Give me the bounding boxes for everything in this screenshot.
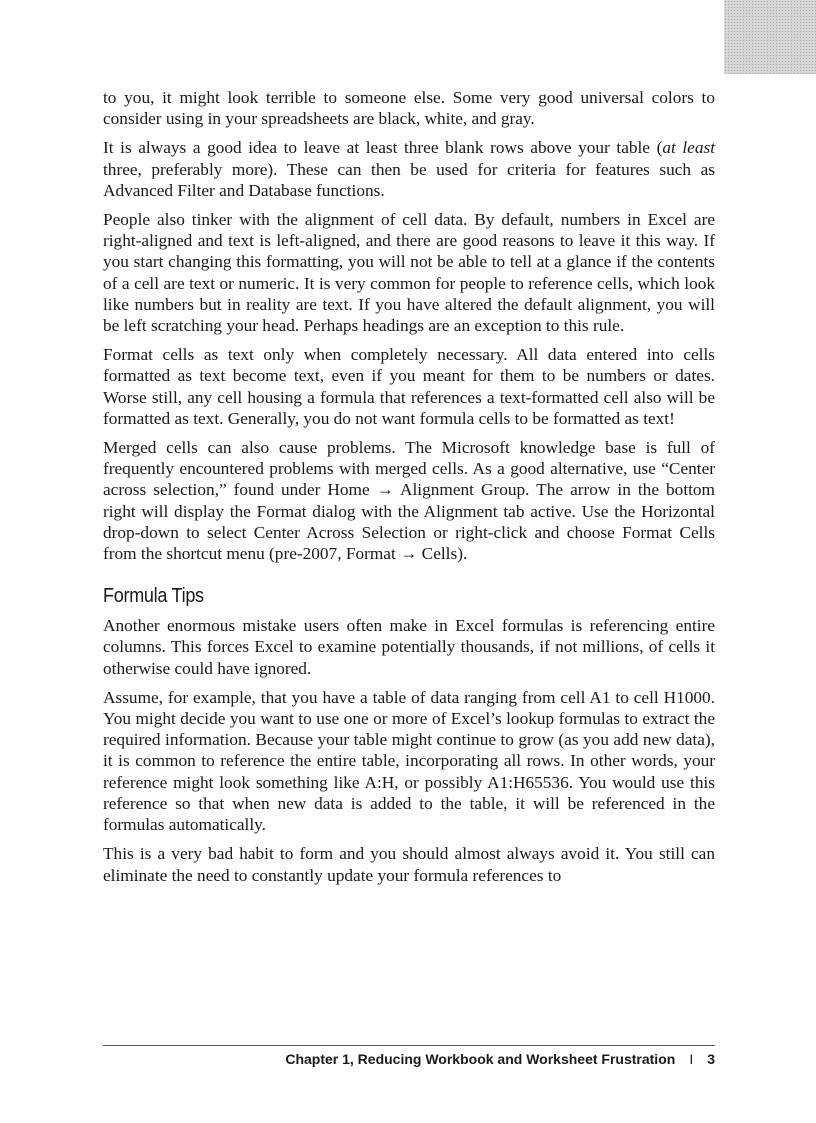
chapter-thumb-tab bbox=[724, 0, 816, 74]
paragraph-colors: to you, it might look terrible to someone else. Some very good universal colors to consider using in your spreadsheets are black, white, and gray. bbox=[103, 88, 715, 129]
section-heading: Formula Tips bbox=[103, 585, 204, 608]
paragraph-blank-rows bbox=[103, 137, 715, 201]
page-body bbox=[103, 87, 715, 894]
emphasis-at-least: at least bbox=[662, 138, 715, 158]
paragraph-table-reference: Assume, for example, that you have a table of data ranging from cell A1 to cell H1000. You might decide you want to use one or more of Excel’s lookup formulas to extract the required information. Because your table might continue to grow (as you add new data), it is common to reference the entire table, incorporating all rows. In other words, your reference might look something like A:H, or possibly A1:H65536. You would use this reference so that when new data is added to the table, it will be referenced in the formulas automatically. bbox=[103, 687, 715, 835]
paragraph-merged-cells: Merged cells can also cause problems. The Microsoft knowledge base is full of frequently encountered problems with merged cells. As a good alternative, use “Center across selection,” found under Home → Alignment Group. The arrow in the bottom right will display the Format dialog with the Alignment tab active. Use the Horizontal drop-down to select Center Across Selection or right-click and choose Format Cells from the shortcut menu (pre-2007, Format → Cells). bbox=[103, 438, 715, 564]
page-footer bbox=[285, 1050, 715, 1068]
footer-chapter-title: Chapter 1, Reducing Workbook and Worksheet Frustration bbox=[285, 1051, 676, 1067]
footer-rule bbox=[103, 1045, 715, 1046]
paragraph-alignment: People also tinker with the alignment of cell data. By default, numbers in Excel are right-aligned and text is left-aligned, and there are good reasons to leave it this way. If you start changing this formatting, you will not be able to tell at a glance if the contents of a cell are text or numeric. It is very common for people to reference cells, which look like numbers but in reality are text. If you have altered the default alignment, you will be left scratching your head. Perhaps headings are an exception to this rule. bbox=[103, 210, 715, 336]
paragraph-blank-rows-end: three, preferably more). These can then be used for criteria for features such as Advanced Filter and Database functions. bbox=[103, 159, 715, 200]
paragraph-blank-rows-start: It is always a good idea to leave at least three blank rows above your table ( bbox=[103, 138, 663, 158]
footer-separator: I bbox=[689, 1051, 694, 1067]
page-number: 3 bbox=[707, 1051, 715, 1067]
paragraph-entire-columns: Another enormous mistake users often make in Excel formulas is referencing entire columns. This forces Excel to examine potentially thousands, if not millions, of cells it otherwise could have ignored. bbox=[103, 616, 715, 678]
paragraph-bad-habit: This is a very bad habit to form and you should almost always avoid it. You still can eliminate the need to constantly update your formula references to bbox=[103, 844, 715, 885]
paragraph-format-text: Format cells as text only when completely necessary. All data entered into cells formatted as text become text, even if you meant for them to be numbers or dates. Worse still, any cell housing a formula that references a text-formatted cell also will be formatted as text. Generally, you do not want formula cells to be formatted as text! bbox=[103, 345, 715, 428]
